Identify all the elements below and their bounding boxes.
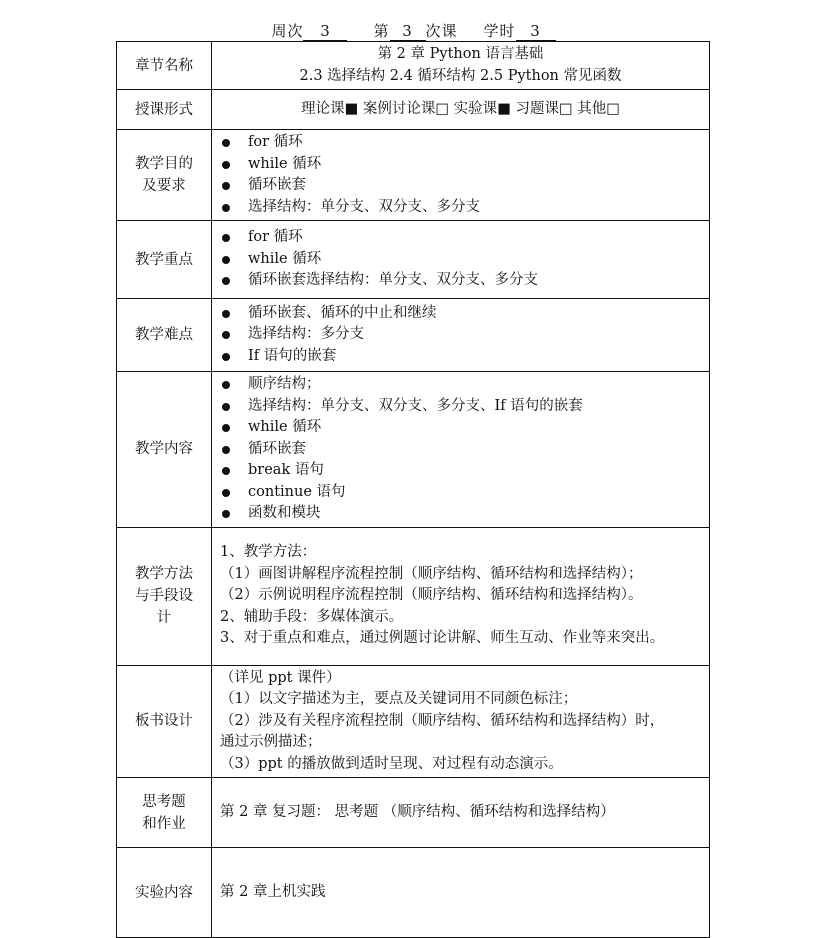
methods-line: 1、教学方法： [220, 544, 317, 561]
lesson-value: 3 [390, 22, 426, 41]
list-item: while 循环 [220, 154, 701, 176]
list-item: 循环嵌套选择结构：单分支、双分支、多分支 [220, 270, 701, 292]
homework-content: 第 2 章 复习题： 思考题 （顺序结构、循环结构和选择结构） [212, 778, 710, 848]
homework-label [117, 778, 212, 848]
objectives-label-line: 教学目的 [135, 156, 193, 172]
row-chapter [117, 42, 710, 90]
methods-line: 3、对于重点和难点，通过例题讨论讲解、师生互动、作业等来突出。 [220, 630, 665, 647]
methods-line: （1）画图讲解程序流程控制（顺序结构、循环结构和选择结构）； [220, 565, 643, 582]
lesson-plan-table [116, 41, 710, 938]
methods-label [117, 527, 212, 665]
row-key-points [117, 221, 710, 299]
chapter-line: 2.3 选择结构 2.4 循环结构 2.5 Python 常见函数 [299, 67, 622, 84]
list-item: 顺序结构； [220, 374, 701, 396]
methods-label-line: 与手段设 [135, 588, 193, 604]
row-lab [117, 848, 710, 938]
list-item: break 语句 [220, 460, 701, 482]
week-value: 3 [303, 22, 347, 41]
objectives-label [117, 130, 212, 221]
row-methods [117, 527, 710, 665]
lab-label: 实验内容 [117, 848, 212, 938]
methods-content [212, 527, 710, 665]
key-points-content [212, 221, 710, 299]
list-item: 循环嵌套 [220, 175, 701, 197]
board-label: 板书设计 [117, 665, 212, 778]
difficulties-content [212, 299, 710, 372]
content-label: 教学内容 [117, 372, 212, 528]
board-line: （2）涉及有关程序流程控制（顺序结构、循环结构和选择结构）时， [220, 712, 665, 729]
list-item: 函数和模块 [220, 503, 701, 525]
list-item: 选择结构：单分支、双分支、多分支 [220, 197, 701, 219]
format-content: 理论课■ 案例讨论课□ 实验课■ 习题课□ 其他□ [212, 90, 710, 130]
board-line: 通过示例描述； [220, 734, 322, 750]
list-item: while 循环 [220, 249, 701, 271]
list-item: for 循环 [220, 132, 701, 154]
list-item: 循环嵌套 [220, 439, 701, 461]
list-item: continue 语句 [220, 482, 701, 504]
methods-line: （2）示例说明程序流程控制（顺序结构、循环结构和选择结构）。 [220, 587, 643, 604]
hours-label: 学时 [483, 22, 516, 40]
list-item: while 循环 [220, 417, 701, 439]
format-label: 授课形式 [117, 90, 212, 130]
key-points-label: 教学重点 [117, 221, 212, 299]
list-item: for 循环 [220, 227, 701, 249]
lesson-prefix: 第 [373, 22, 390, 40]
difficulties-label: 教学难点 [117, 299, 212, 372]
methods-label-line: 教学方法 [135, 566, 193, 582]
chapter-content [212, 42, 710, 90]
board-line: （1）以文字描述为主，要点及关键词用不同颜色标注； [220, 691, 578, 707]
list-item: If 语句的嵌套 [220, 346, 701, 368]
board-content [212, 665, 710, 778]
board-line: （3）ppt 的播放做到适时呈现、对过程有动态演示。 [220, 755, 563, 772]
row-objectives [117, 130, 710, 221]
row-format [117, 90, 710, 130]
row-difficulties [117, 299, 710, 372]
chapter-label: 章节名称 [117, 42, 212, 90]
board-line: （详见 ppt 课件） [220, 669, 341, 686]
content-content [212, 372, 710, 528]
row-homework [117, 778, 710, 848]
homework-label-line: 和作业 [142, 815, 186, 832]
list-item: 循环嵌套、循环的中止和继续 [220, 303, 701, 325]
week-label: 周次 [271, 22, 304, 40]
row-board [117, 665, 710, 778]
objectives-label-line: 及要求 [142, 178, 186, 194]
chapter-line: 第 2 章 Python 语言基础 [377, 46, 544, 62]
page-header [0, 20, 827, 41]
list-item: 选择结构：单分支、双分支、多分支、If 语句的嵌套 [220, 396, 701, 418]
lesson-suffix: 次课 [425, 22, 458, 40]
list-item: 选择结构：多分支 [220, 324, 701, 346]
methods-label-line: 计 [156, 610, 172, 626]
hours-value: 3 [516, 22, 556, 41]
homework-label-line: 思考题 [142, 793, 186, 810]
row-content [117, 372, 710, 528]
lab-content: 第 2 章上机实践 [212, 848, 710, 938]
objectives-content [212, 130, 710, 221]
methods-line: 2、辅助手段：多媒体演示。 [220, 608, 404, 625]
